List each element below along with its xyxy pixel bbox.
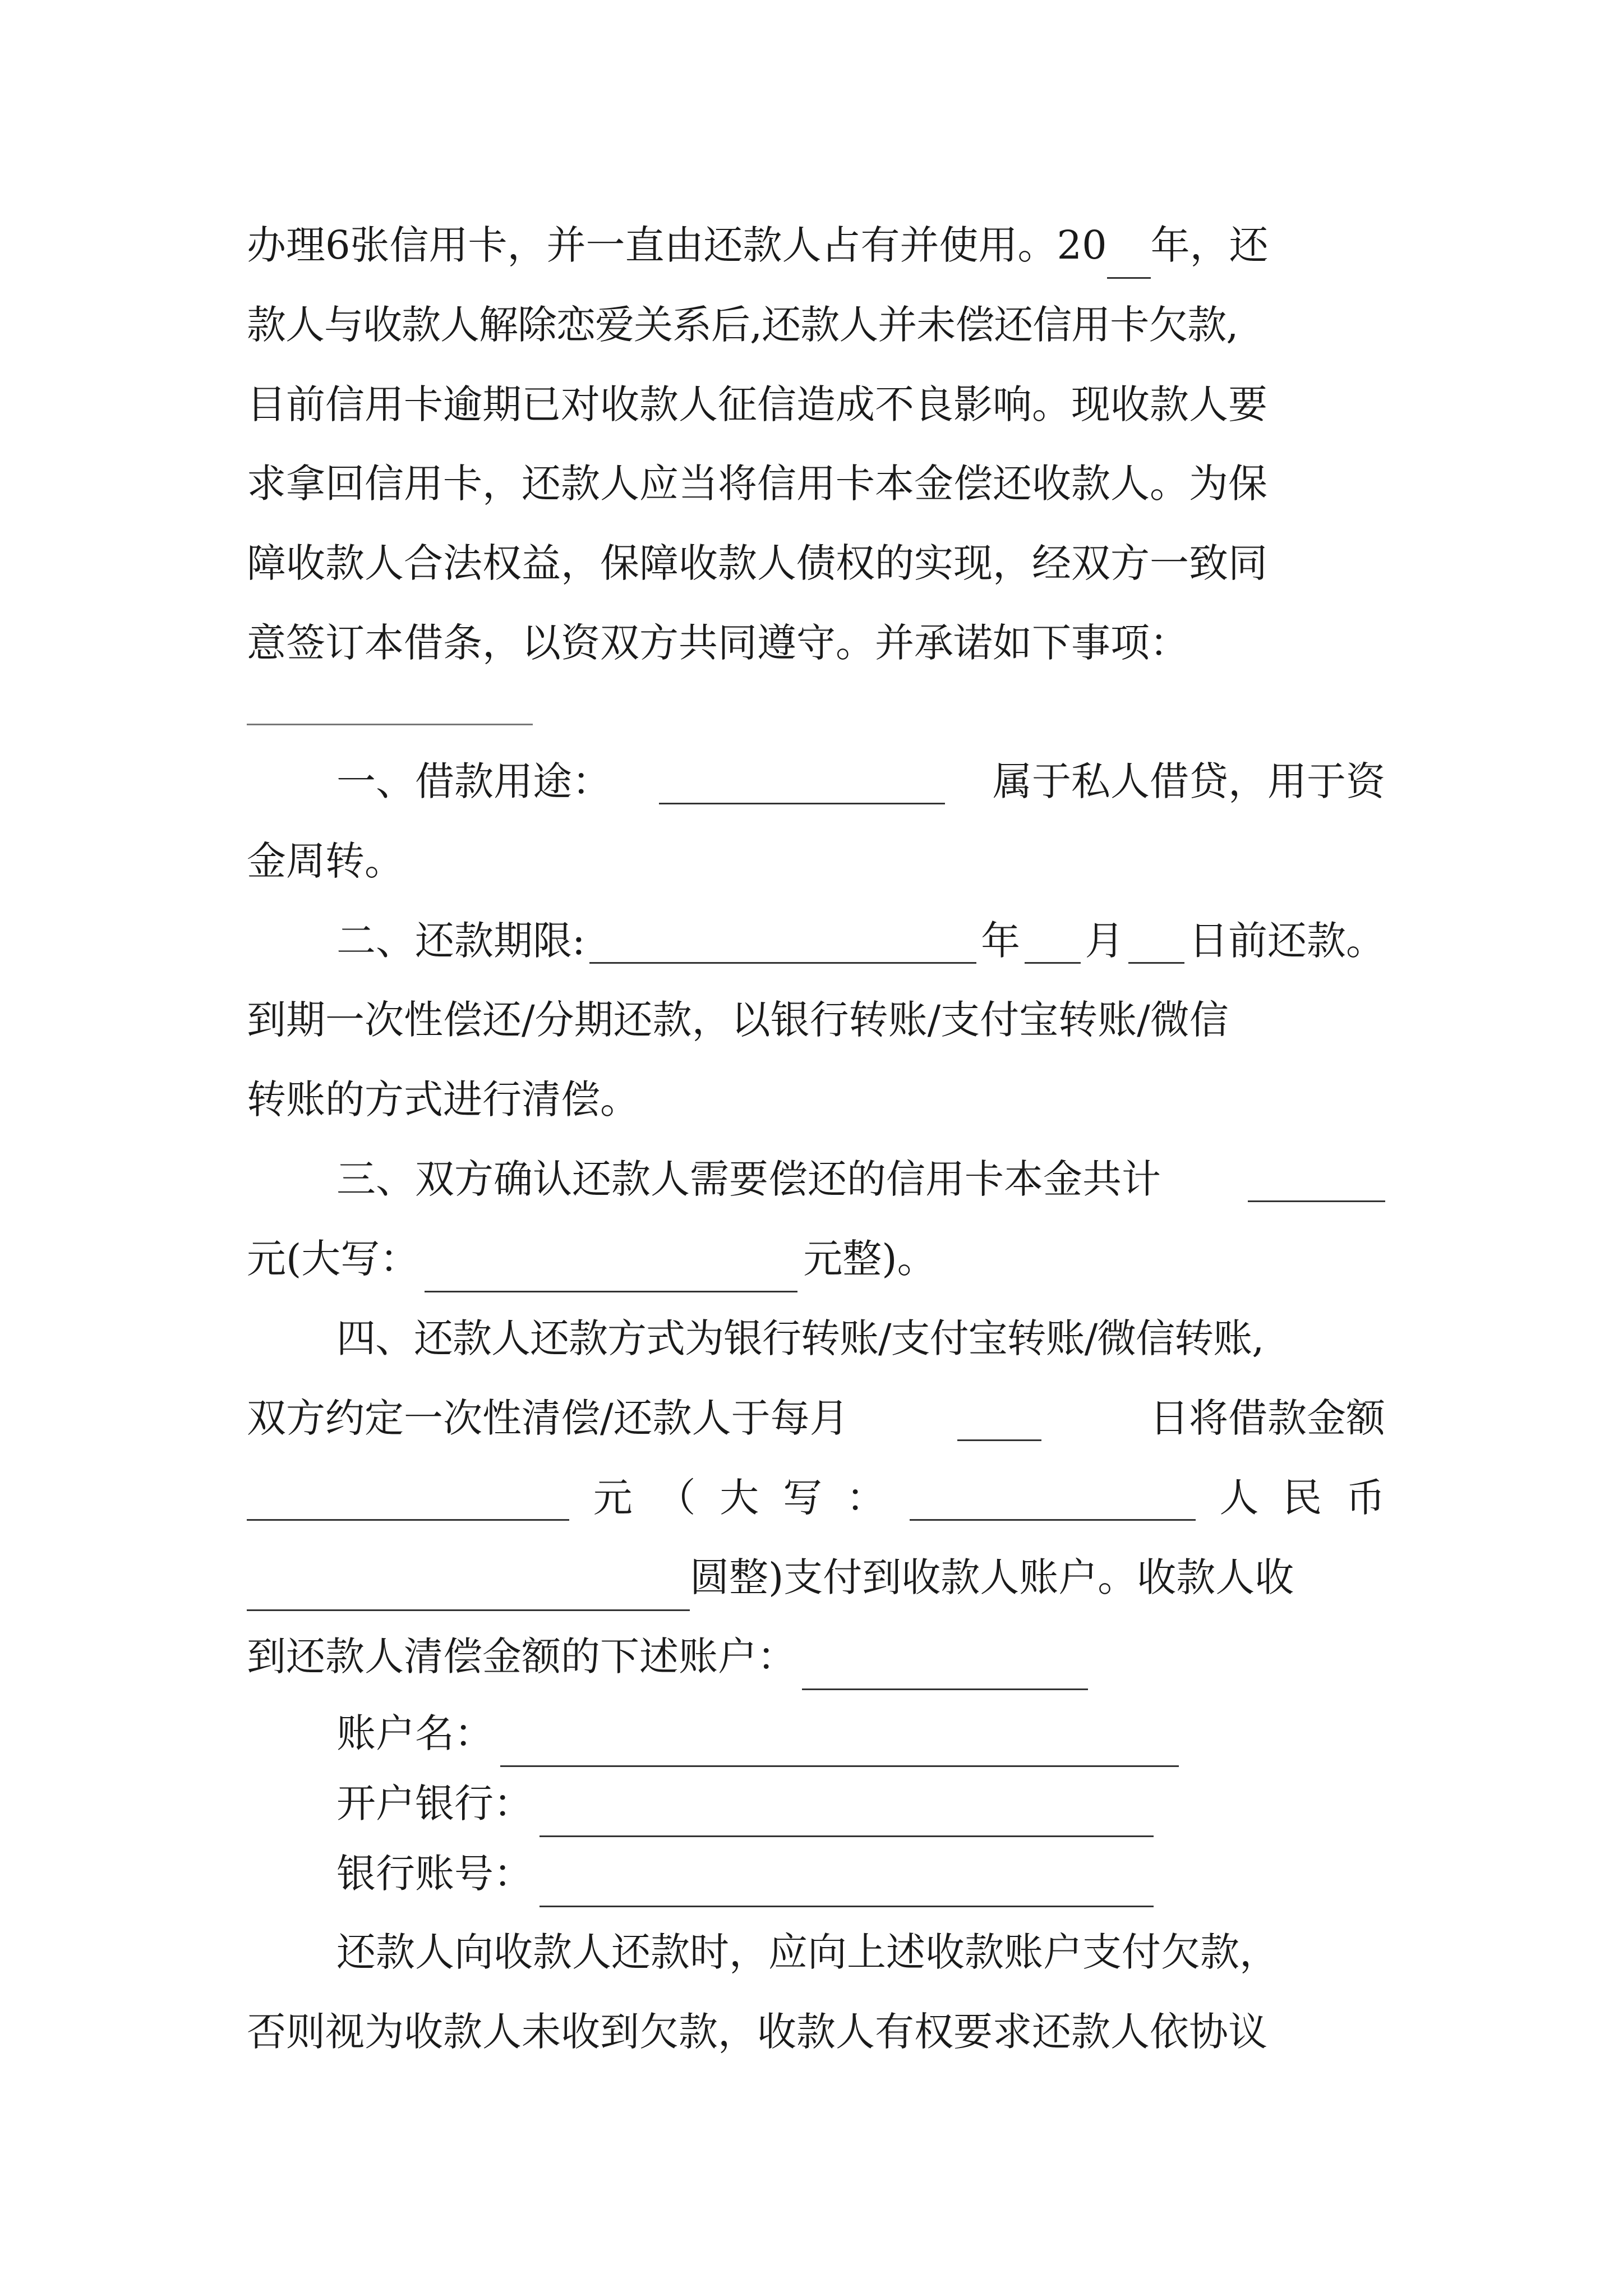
month-unit: 月 — [1085, 918, 1124, 964]
clause-4-line-3 — [247, 1464, 1385, 1531]
intro-line-1 — [247, 211, 1385, 279]
bank-name-field[interactable] — [540, 1792, 1154, 1837]
intro-text: 意签订本借条，以资双方共同遵守。并承诺如下事项： — [247, 620, 1189, 666]
clause-3-text: 三、双方确认还款人需要偿还的信用卡本金共计 — [336, 1156, 1161, 1202]
clause-4-text: 币 — [1345, 1475, 1385, 1521]
clause-2-text: 日前还款。 — [1189, 918, 1385, 964]
clause-4-line-5 — [247, 1623, 1385, 1690]
clause-1-line-1 — [247, 748, 1385, 815]
clause-1-line-2 — [247, 827, 1385, 895]
intro-line-6 — [247, 609, 1385, 677]
separator-rule — [247, 724, 533, 725]
clause-1-label: 一、借款用途： — [336, 758, 611, 804]
clause-2-text: 转账的方式进行清偿。 — [247, 1076, 639, 1122]
clause-4-text: 四、还款人还款方式为银行转账/支付宝转账/微信转账, — [336, 1315, 1264, 1361]
clause-3-line-1 — [247, 1145, 1385, 1213]
clause-4-text: ： — [846, 1475, 886, 1521]
clause-4-text: 大 — [720, 1475, 759, 1521]
clause-3-line-2 — [247, 1225, 1385, 1292]
clause-4-text: 圆整)支付到收款人账户。收款人收 — [690, 1554, 1294, 1600]
principal-amount-blank[interactable] — [1248, 1157, 1385, 1202]
clause-4-text: 双方约定一次性清偿/还款人于每月 — [247, 1395, 849, 1441]
intro-text: 求拿回信用卡，还款人应当将信用卡本金偿还收款人。为保 — [247, 461, 1267, 507]
closing-line-2 — [247, 1998, 1385, 2065]
clause-4-line-1 — [247, 1305, 1385, 1372]
intro-text: 目前信用卡逾期已对收款人征信造成不良影响。现收款人要 — [247, 381, 1267, 427]
loan-purpose-blank[interactable] — [659, 759, 945, 804]
intro-text: 办理6张信用卡，并一直由还款人占有并使用。20 — [247, 222, 1107, 268]
account-name-row — [247, 1700, 1385, 1767]
clause-4-text: 到还款人清偿金额的下述账户： — [247, 1634, 796, 1680]
account-number-row — [247, 1840, 1385, 1907]
account-name-label: 账户名： — [336, 1710, 494, 1756]
intro-line-2 — [247, 291, 1385, 358]
clause-1-text: 属于私人借贷，用于资 — [993, 758, 1385, 804]
account-number-label: 银行账号： — [336, 1851, 533, 1897]
clause-2-line-3 — [247, 1066, 1385, 1133]
intro-text: 年，还 — [1150, 222, 1269, 268]
account-name-field[interactable] — [500, 1722, 1179, 1767]
year-unit: 年 — [981, 918, 1021, 964]
closing-line-1 — [247, 1918, 1385, 1986]
intro-line-5 — [247, 530, 1385, 597]
bank-name-row — [247, 1770, 1385, 1837]
intro-text: 款人与收款人解除恋爱关系后,还款人并未偿还信用卡欠款, — [247, 302, 1238, 348]
account-number-field[interactable] — [540, 1862, 1154, 1907]
intro-text: 障收款人合法权益，保障收款人债权的实现，经双方一致同 — [247, 540, 1267, 586]
clause-4-text: 人 — [1219, 1475, 1259, 1521]
clause-4-line-2 — [247, 1384, 1385, 1452]
clause-1-text: 金周转。 — [247, 838, 404, 884]
monthly-amount-blank[interactable] — [247, 1475, 569, 1521]
intro-line-3 — [247, 371, 1385, 438]
year-blank[interactable] — [1107, 233, 1151, 279]
monthly-uppercase-blank[interactable] — [910, 1475, 1196, 1521]
month-blank[interactable] — [1025, 918, 1081, 964]
repayment-term-blank[interactable] — [589, 918, 976, 964]
day-blank[interactable] — [1128, 918, 1184, 964]
clause-4-text: 民 — [1283, 1475, 1322, 1521]
clause-4-line-4 — [247, 1544, 1385, 1611]
clause-4-text: 日将借款金额 — [1150, 1395, 1385, 1441]
clause-2-line-1 — [247, 907, 1385, 974]
rmb-amount-blank[interactable] — [247, 1566, 690, 1611]
clause-4-text: 元 — [593, 1475, 633, 1521]
clause-3-text: 元(大写： — [247, 1236, 419, 1282]
clause-2-line-2 — [247, 986, 1385, 1053]
closing-text: 否则视为收款人未收到欠款，收款人有权要求还款人依协议 — [247, 2009, 1267, 2055]
bank-name-label: 开户银行： — [336, 1780, 533, 1826]
clause-2-text: 到期一次性偿还/分期还款，以银行转账/支付宝转账/微信 — [247, 997, 1229, 1043]
monthly-day-blank[interactable] — [957, 1396, 1041, 1441]
clause-3-text: 元整)。 — [803, 1236, 937, 1282]
clause-4-text: 写 — [783, 1475, 823, 1521]
intro-line-4 — [247, 450, 1385, 517]
closing-text: 还款人向收款人还款时，应向上述收款账户支付欠款， — [336, 1929, 1279, 1975]
account-blank[interactable] — [802, 1645, 1088, 1690]
clause-4-text: （ — [656, 1475, 696, 1521]
clause-2-label: 二、还款期限: — [336, 918, 585, 964]
principal-uppercase-blank[interactable] — [425, 1247, 797, 1292]
